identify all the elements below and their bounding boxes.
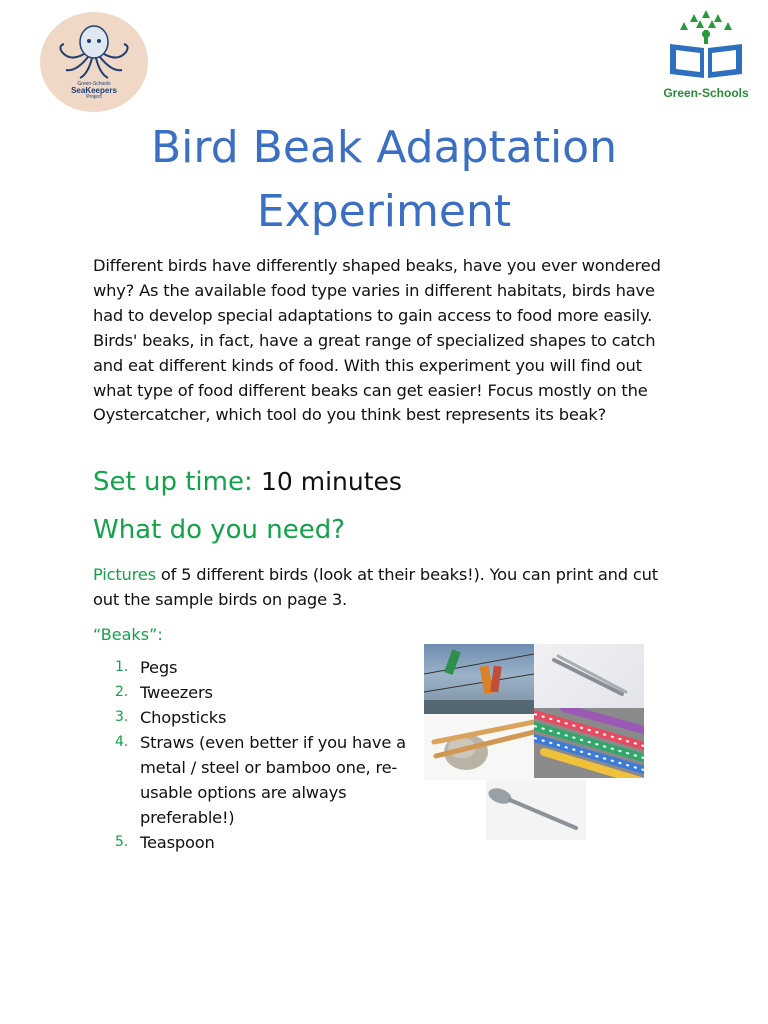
title-line1: Bird Beak Adaptation	[151, 122, 617, 173]
pictures-paragraph	[93, 562, 673, 612]
seakeepers-logo-line1: Green-Schools	[77, 81, 111, 87]
list-item-number: 3.	[115, 709, 128, 725]
list-item-number: 4.	[115, 734, 128, 750]
list-item-text: Chopsticks	[140, 708, 227, 727]
setup-time-label: Set up time:	[93, 467, 253, 497]
pegs-photo	[424, 644, 534, 714]
pictures-text: of 5 different birds (look at their beaks!). You can print and cut out the sample birds on page 3.	[93, 565, 658, 609]
setup-time-heading	[93, 462, 402, 502]
seakeepers-logo-line3: Project	[86, 94, 102, 100]
green-schools-label: Green-Schools	[663, 86, 749, 100]
list-item	[93, 680, 413, 705]
tree-book-icon	[654, 2, 758, 86]
straws-photo	[534, 708, 644, 778]
green-schools-logo	[654, 2, 758, 110]
list-item	[93, 830, 413, 855]
chopsticks-photo	[424, 714, 534, 780]
list-item	[93, 730, 413, 830]
tweezers-photo	[534, 644, 644, 708]
pictures-label: Pictures	[93, 565, 156, 584]
teaspoon-photo	[486, 780, 586, 840]
list-item-number: 5.	[115, 834, 128, 850]
seakeepers-logo-text	[40, 82, 148, 100]
list-item-text: Teaspoon	[140, 833, 215, 852]
beaks-label: “Beaks”:	[93, 625, 163, 644]
list-item-number: 2.	[115, 684, 128, 700]
seakeepers-logo	[40, 12, 148, 112]
beak-list	[93, 655, 413, 855]
list-item-text: Pegs	[140, 658, 178, 677]
list-item	[93, 655, 413, 680]
list-item-number: 1.	[115, 659, 128, 675]
page-title	[60, 116, 708, 244]
list-item-text: Tweezers	[140, 683, 213, 702]
list-item-text: Straws (even better if you have a metal / steel or bamboo one, re-usable options are always preferable!)	[140, 733, 406, 827]
setup-time-value: 10 minutes	[260, 467, 402, 496]
seakeepers-logo-line2: SeaKeepers	[71, 86, 117, 95]
list-item	[93, 705, 413, 730]
what-do-you-need-heading: What do you need?	[93, 515, 346, 545]
intro-paragraph: Different birds have differently shaped beaks, have you ever wondered why? As the available food type varies in different habitats, birds have had to develop special adaptations to gain access to food more easily. Birds' beaks, in fact, have a great range of specialized shapes to catch and eat different kinds of food. With this experiment you will find out what type of food different beaks can get easier! Focus mostly on the Oystercatcher, which tool do you think best represents its beak?	[93, 256, 661, 425]
title-line2: Experiment	[256, 186, 512, 237]
